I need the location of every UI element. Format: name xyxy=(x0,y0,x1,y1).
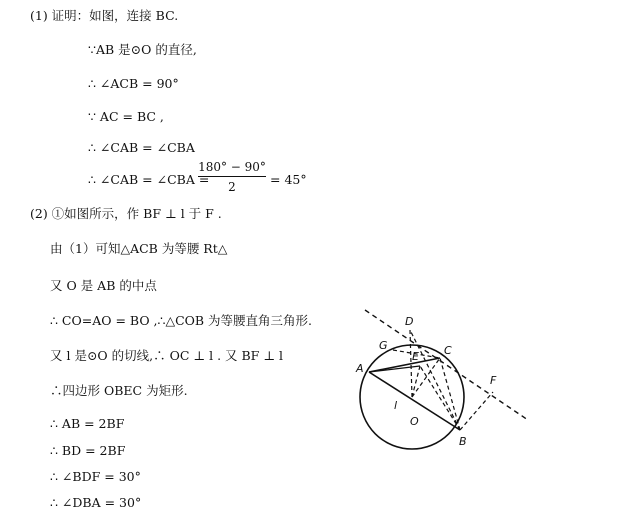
step-angle-value-right: = 45° xyxy=(270,172,307,187)
fraction-denominator: 2 xyxy=(228,180,236,194)
step-rectangle: ∴四边形 OBEC 为矩形. xyxy=(50,383,188,398)
step-o-midpoint: 又 O 是 AB 的中点 xyxy=(50,278,157,293)
step-angle-equal: ∴ ∠CAB = ∠CBA xyxy=(88,140,195,155)
segment-oe xyxy=(412,366,420,397)
label-b: B xyxy=(459,435,467,448)
label-d: D xyxy=(405,315,414,328)
step-isosceles: 由（1）可知△ACB 为等腰 Rt△ xyxy=(50,241,228,256)
step-angle-value-left: ∴ ∠CAB = ∠CBA = xyxy=(88,172,210,187)
label-c: C xyxy=(444,344,452,357)
segment-be xyxy=(420,366,460,430)
label-e: E xyxy=(412,350,419,363)
step-bd-2bf: ∴ BD = 2BF xyxy=(50,443,126,458)
label-g: G xyxy=(379,339,388,352)
part2-heading: (2) ①如图所示，作 BF ⊥ l 于 F . xyxy=(30,206,222,221)
label-a: A xyxy=(356,362,364,375)
label-f: F xyxy=(490,374,497,387)
step-tangent: 又 l 是⊙O 的切线,∴ OC ⊥ l . 又 BF ⊥ l xyxy=(50,348,284,363)
step-ab-2bf: ∴ AB = 2BF xyxy=(50,416,125,431)
label-o: O xyxy=(410,415,419,428)
step-angle-acb: ∴ ∠ACB = 90° xyxy=(88,76,179,91)
segment-ac xyxy=(369,358,440,372)
label-l: l xyxy=(394,399,398,412)
step-cob: ∴ CO=AO = BO ,∴△COB 为等腰直角三角形. xyxy=(50,313,313,328)
fraction-numerator: 180° − 90° xyxy=(198,160,266,174)
step-angle-bdf: ∴ ∠BDF = 30° xyxy=(50,469,141,484)
part1-heading: (1) 证明：如图，连接 BC. xyxy=(30,8,179,23)
segment-bf xyxy=(460,392,493,430)
step-ab-diameter: ∵AB 是⊙O 的直径, xyxy=(88,42,197,57)
step-ac-equals-bc: ∵ AC = BC , xyxy=(88,109,164,124)
step-angle-dba: ∴ ∠DBA = 30° xyxy=(50,495,142,510)
